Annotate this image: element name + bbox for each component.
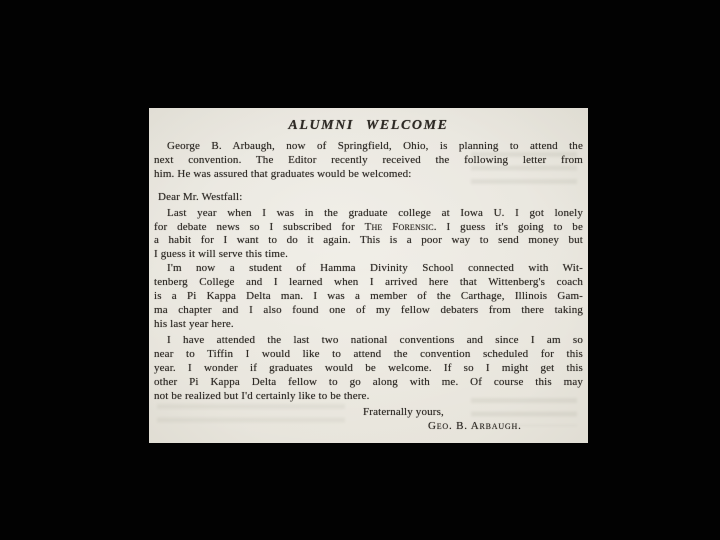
letter-signature: Geo. B. Arbaugh.: [428, 420, 522, 433]
text-line: ma chapter and I also found one of my fellow debaters from there taking: [154, 303, 583, 316]
scanned-page: [149, 108, 588, 443]
letter-paragraph-2: [154, 262, 583, 332]
text-line: I have attended the last two national conventions and since I am so: [167, 334, 583, 347]
text-segment: for debate news so I subscribed for: [154, 220, 365, 233]
text-segment: I guess it's going to be: [436, 220, 583, 233]
text-line: I'm now a student of Hamma Divinity School connected with Wit-: [167, 262, 583, 275]
text-line: year. I wonder if graduates would be welcome. If so I might get this: [154, 362, 583, 375]
intro-paragraph: [154, 140, 583, 182]
text-line: his last year here.: [154, 317, 234, 330]
letter-paragraph-3: [154, 334, 583, 404]
text-line: George B. Arbaugh, now of Springfield, Ohio, is planning to attend the: [167, 140, 583, 152]
letter-salutation: Dear Mr. Westfall:: [158, 191, 243, 204]
page-title: ALUMNI WELCOME: [288, 118, 449, 133]
ink-bleedthrough-artifact: [157, 404, 345, 430]
publication-name: The Forensic.: [364, 220, 437, 233]
text-line: Last year when I was in the graduate college at Iowa U. I got lonely: [167, 206, 583, 219]
text-line: a habit for I want to do it again. This is a poor way to send money but: [154, 234, 583, 247]
text-line: is a Pi Kappa Delta man. I was a member of the Carthage, Illinois Gam-: [154, 290, 583, 303]
letter-closing: Fraternally yours,: [363, 406, 444, 419]
letter-paragraph-1: [154, 207, 583, 263]
text-line: near to Tiffin I would like to attend the convention scheduled for this: [154, 348, 583, 361]
text-line: [154, 221, 583, 235]
text-line: him. He was assured that graduates would be welcomed:: [154, 167, 412, 180]
text-line: other Pi Kappa Delta fellow to go along with me. Of course this may: [154, 376, 583, 388]
text-line: not be realized but I'd certainly like to be there.: [154, 389, 370, 402]
text-line: next convention. The Editor recently received the following letter from: [154, 153, 583, 166]
text-line: tenberg College and I learned when I arrived here that Wittenberg's coach: [154, 276, 583, 289]
text-line: I guess it will serve this time.: [154, 248, 289, 261]
